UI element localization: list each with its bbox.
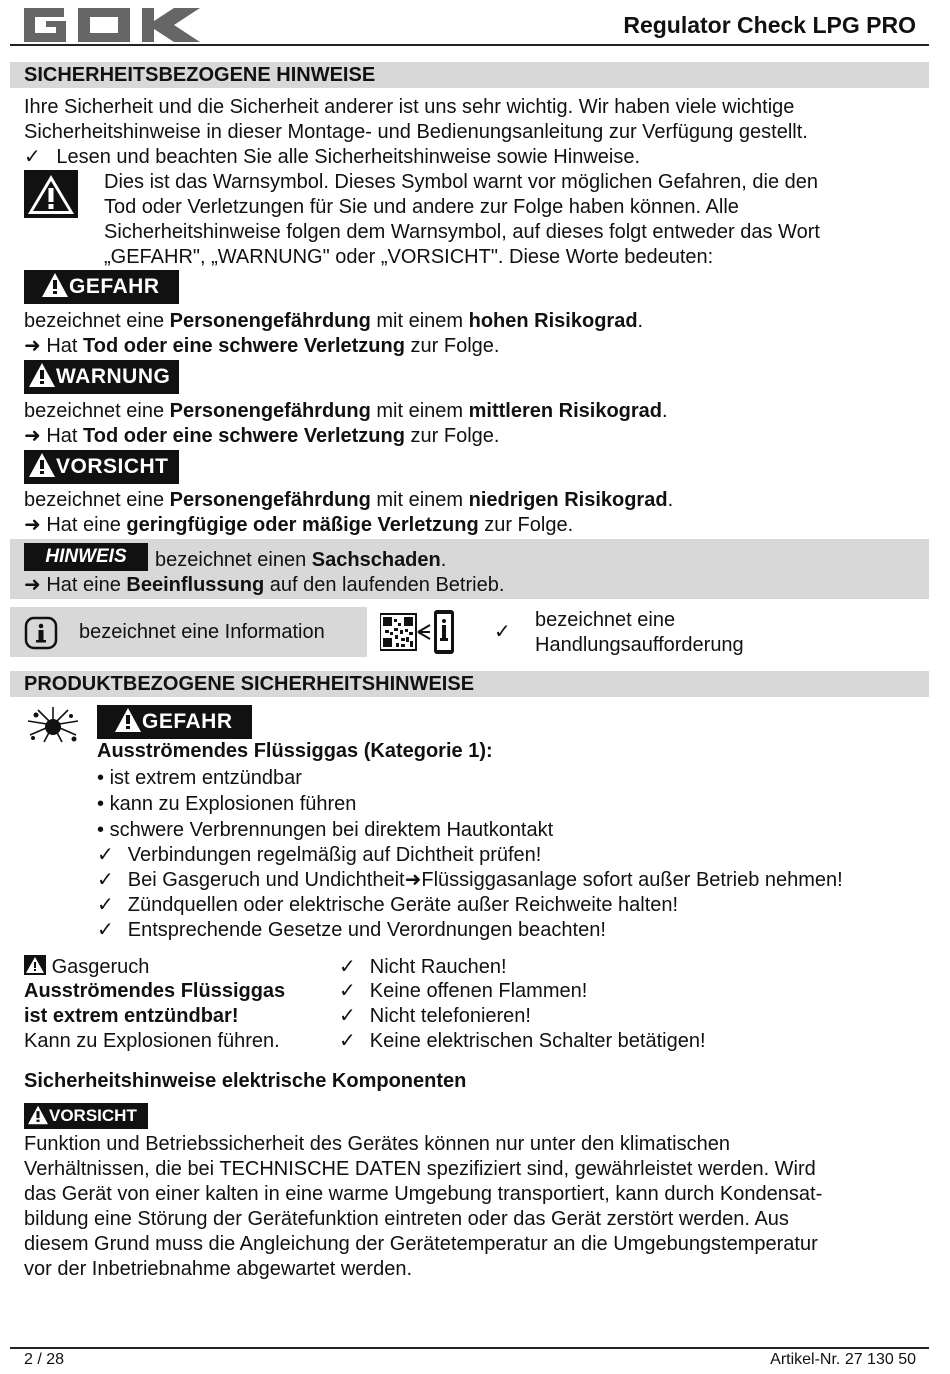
- hinweis-desc: bezeichnet einen Sachschaden.: [155, 549, 447, 571]
- electrical-text-3: das Gerät von einer kalten in eine warme Umgebung transportiert, kann durch Kondensat-: [24, 1183, 823, 1205]
- warn-text-3: Sicherheitshinweise folgen dem Warnsymbol, auf dieses folgt entweder das Wort: [104, 221, 820, 243]
- hinweis-badge: HINWEIS: [24, 543, 148, 571]
- checkmark-icon: ✓: [339, 980, 356, 1002]
- checkmark-icon: ✓: [24, 146, 41, 168]
- explosion-hazard-icon: [24, 705, 82, 745]
- brand-logo: [24, 8, 200, 42]
- intro-line-1: Ihre Sicherheit und die Sicherheit anderer ist uns sehr wichtig. Wir haben viele wichtige: [24, 96, 795, 118]
- action-text-1: bezeichnet eine: [535, 609, 676, 631]
- product-title: Ausströmendes Flüssiggas (Kategorie 1):: [97, 740, 493, 762]
- checkmark-icon: ✓: [97, 869, 114, 891]
- electrical-text-1: Funktion und Betriebssicherheit des Gerätes können nur unter den klimatischen: [24, 1133, 730, 1155]
- warning-triangle-icon: [28, 362, 56, 388]
- gas-line-2: Ausströmendes Flüssiggas: [24, 980, 286, 1002]
- electrical-text-2: Verhältnissen, die bei TECHNISCHE DATEN spezifiziert sind, gewährleistet werden. Wird: [24, 1158, 816, 1180]
- arrow-right-icon: ➜: [24, 425, 41, 447]
- checkmark-icon: ✓: [97, 844, 114, 866]
- arrow-right-icon: ➜: [24, 335, 41, 357]
- gok-logo-icon: [24, 8, 200, 42]
- section-heading-product: PRODUKTBEZOGENE SICHERHEITSHINWEISE: [10, 671, 929, 697]
- warning-triangle-icon: [41, 272, 69, 298]
- action-check-icon: ✓: [494, 621, 511, 643]
- checkmark-icon: ✓: [339, 1030, 356, 1052]
- gas-line-3: ist extrem entzündbar!: [24, 1005, 239, 1027]
- info-icon: [24, 616, 58, 650]
- header-rule: [10, 44, 929, 46]
- action-text-2: Handlungsaufforderung: [535, 634, 744, 656]
- electrical-text-4: bildung eine Störung der Gerätefunktion eintreten oder das Gerät zerstört werden. Aus: [24, 1208, 789, 1230]
- gas-line-4: Kann zu Explosionen führen.: [24, 1030, 280, 1052]
- signal-gefahr-result: ➜ Hat Tod oder eine schwere Verletzung zur Folge.: [24, 335, 500, 357]
- bullet-item: • ist extrem entzündbar: [97, 767, 302, 789]
- check-item: ✓ Bei Gasgeruch und Undichtheit➜Flüssiggasanlage sofort außer Betrieb nehmen!: [97, 869, 843, 891]
- checkmark-icon: ✓: [97, 894, 114, 916]
- section-heading-safety: SICHERHEITSBEZOGENE HINWEISE: [10, 62, 929, 88]
- signal-vorsicht-badge: VORSICHT: [24, 450, 179, 484]
- doc-title: Regulator Check LPG PRO: [623, 12, 916, 38]
- gas-odor-line: Gasgeruch: [24, 955, 149, 980]
- electrical-vorsicht-badge: VORSICHT: [24, 1103, 148, 1129]
- signal-warnung-badge: WARNUNG: [24, 360, 179, 394]
- gas-check-item: ✓ Nicht telefonieren!: [339, 1005, 531, 1027]
- bullet-item: • kann zu Explosionen führen: [97, 793, 357, 815]
- check-item: ✓ Entsprechende Gesetze und Verordnungen beachten!: [97, 919, 606, 941]
- page-number: 2 / 28: [24, 1351, 65, 1368]
- warning-triangle-icon: [28, 452, 56, 478]
- warn-text-1: Dies ist das Warnsymbol. Dieses Symbol warnt vor möglichen Gefahren, die den: [104, 171, 819, 193]
- electrical-text-5: diesem Grund muss die Angleichung der Gerätetemperatur an die Umgebungstemperatur: [24, 1233, 818, 1255]
- warning-small-icon: [24, 955, 46, 975]
- arrow-right-icon: ➜: [24, 514, 41, 536]
- qr-code-info-icon: [380, 610, 454, 654]
- checkmark-icon: ✓: [339, 956, 356, 978]
- info-text: bezeichnet eine Information: [79, 621, 325, 643]
- intro-line-2: Sicherheitshinweise in dieser Montage- und Bedienungsanleitung zur Verfügung gestellt.: [24, 121, 808, 143]
- signal-warnung-result: ➜ Hat Tod oder eine schwere Verletzung zur Folge.: [24, 425, 500, 447]
- signal-warnung-desc: bezeichnet eine Personengefährdung mit einem mittleren Risikograd.: [24, 400, 668, 422]
- signal-gefahr-desc: bezeichnet eine Personengefährdung mit einem hohen Risikograd.: [24, 310, 644, 332]
- warn-text-2: Tod oder Verletzungen für Sie und andere zur Folge haben können. Alle: [104, 196, 739, 218]
- check-item: ✓ Zündquellen oder elektrische Geräte außer Reichweite halten!: [97, 894, 679, 916]
- gas-check-item: ✓ Nicht Rauchen!: [339, 956, 507, 978]
- signal-vorsicht-desc: bezeichnet eine Personengefährdung mit einem niedrigen Risikograd.: [24, 489, 674, 511]
- signal-vorsicht-result: ➜ Hat eine geringfügige oder mäßige Verletzung zur Folge.: [24, 514, 574, 536]
- product-gefahr-badge: GEFAHR: [97, 705, 252, 739]
- electrical-heading: Sicherheitshinweise elektrische Komponenten: [24, 1070, 467, 1092]
- gas-check-item: ✓ Keine elektrischen Schalter betätigen!: [339, 1030, 706, 1052]
- electrical-text-6: vor der Inbetriebnahme abgewartet werden.: [24, 1258, 413, 1280]
- warning-triangle-icon: [27, 1105, 49, 1125]
- article-number: Artikel-Nr. 27 130 50: [770, 1351, 916, 1368]
- hinweis-result: ➜ Hat eine Beeinflussung auf den laufenden Betrieb.: [24, 574, 505, 596]
- checkmark-icon: ✓: [339, 1005, 356, 1027]
- bullet-item: • schwere Verbrennungen bei direktem Hautkontakt: [97, 819, 554, 841]
- checkmark-icon: ✓: [97, 919, 114, 941]
- signal-gefahr-badge: GEFAHR: [24, 270, 179, 304]
- check-line: ✓ Lesen und beachten Sie alle Sicherheitshinweise sowie Hinweise.: [24, 146, 641, 168]
- gas-check-item: ✓ Keine offenen Flammen!: [339, 980, 588, 1002]
- footer-rule: [10, 1347, 929, 1349]
- arrow-right-icon: ➜: [404, 869, 422, 891]
- arrow-right-icon: ➜: [24, 574, 41, 596]
- warning-triangle-icon: [114, 707, 142, 733]
- warning-symbol-icon: [24, 170, 78, 218]
- check-item: ✓ Verbindungen regelmäßig auf Dichtheit prüfen!: [97, 844, 542, 866]
- warn-text-4: „GEFAHR", „WARNUNG" oder „VORSICHT". Diese Worte bedeuten:: [104, 246, 714, 268]
